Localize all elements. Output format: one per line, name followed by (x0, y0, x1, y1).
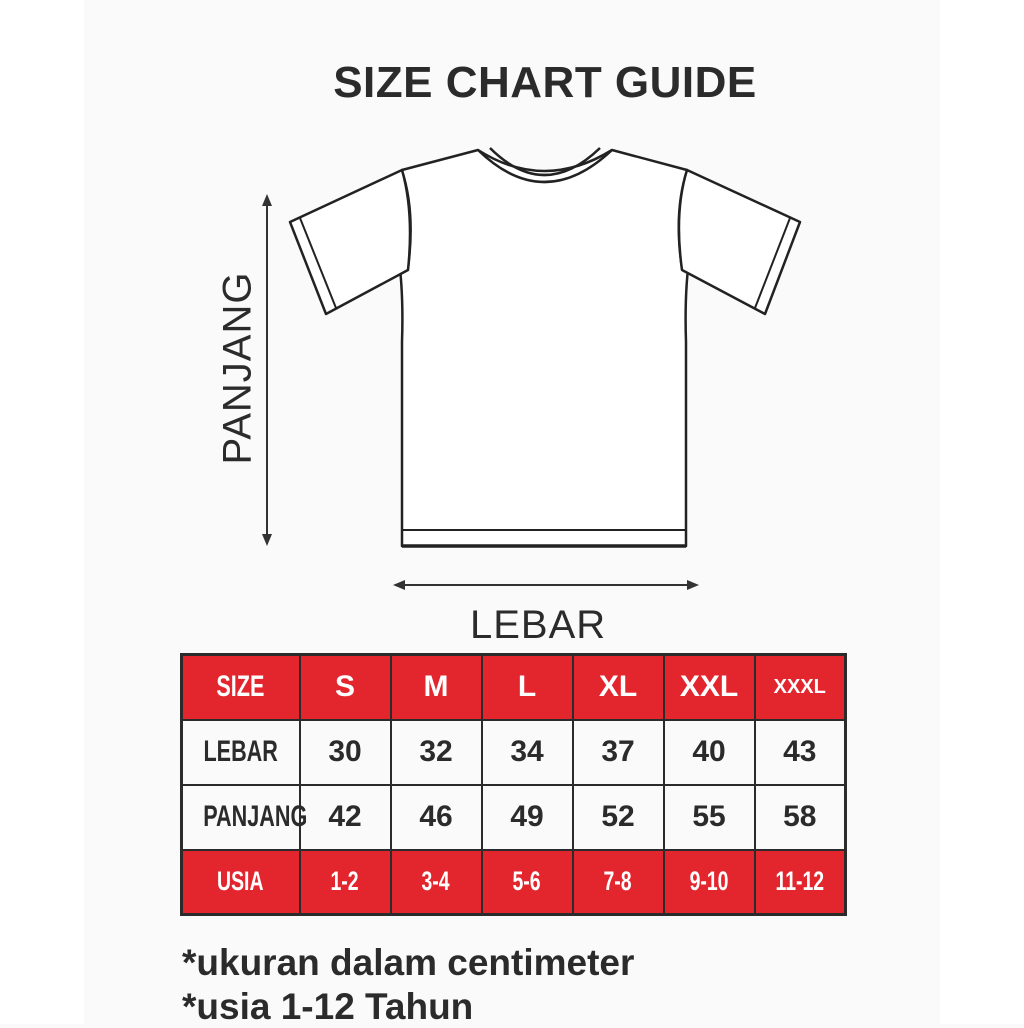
panjang-cell: 42 (300, 785, 391, 850)
length-label: PANJANG (215, 271, 260, 465)
size-cell: XXXL (755, 655, 846, 720)
usia-cell: 7-8 (573, 850, 664, 915)
lebar-row (182, 720, 846, 785)
lebar-cell: 30 (300, 720, 391, 785)
lebar-cell: 40 (664, 720, 755, 785)
row-label-panjang: PANJANG (182, 785, 300, 850)
note-unit: *ukuran dalam centimeter (182, 942, 635, 983)
horizontal-double-arrow-icon (393, 577, 699, 593)
lebar-cell: 34 (482, 720, 573, 785)
usia-cell: 5-6 (482, 850, 573, 915)
lebar-cell: 43 (755, 720, 846, 785)
usia-row (182, 850, 846, 915)
note-age: *usia 1-12 Tahun (182, 986, 474, 1027)
panjang-row (182, 785, 846, 850)
size-header-row (182, 655, 846, 720)
vertical-double-arrow-icon (259, 194, 275, 546)
usia-cell: 11-12 (755, 850, 846, 915)
panjang-cell: 46 (391, 785, 482, 850)
tshirt-outline-icon (282, 142, 806, 554)
lebar-cell: 37 (573, 720, 664, 785)
lebar-cell: 32 (391, 720, 482, 785)
size-cell: S (300, 655, 391, 720)
width-label: LEBAR (470, 603, 607, 647)
panjang-cell: 55 (664, 785, 755, 850)
panjang-cell: 58 (755, 785, 846, 850)
panjang-cell: 52 (573, 785, 664, 850)
left-margin-band (0, 0, 84, 1024)
row-label-lebar: LEBAR (182, 720, 300, 785)
size-cell: L (482, 655, 573, 720)
usia-cell: 9-10 (664, 850, 755, 915)
size-cell: M (391, 655, 482, 720)
usia-cell: 3-4 (391, 850, 482, 915)
page-title: SIZE CHART GUIDE (333, 58, 757, 107)
row-label-usia: USIA (182, 850, 300, 915)
panjang-cell: 49 (482, 785, 573, 850)
row-label-size: SIZE (182, 655, 300, 720)
size-table (180, 653, 847, 916)
size-cell: XXL (664, 655, 755, 720)
size-cell: XL (573, 655, 664, 720)
right-margin-band (940, 0, 1024, 1024)
usia-cell: 1-2 (300, 850, 391, 915)
